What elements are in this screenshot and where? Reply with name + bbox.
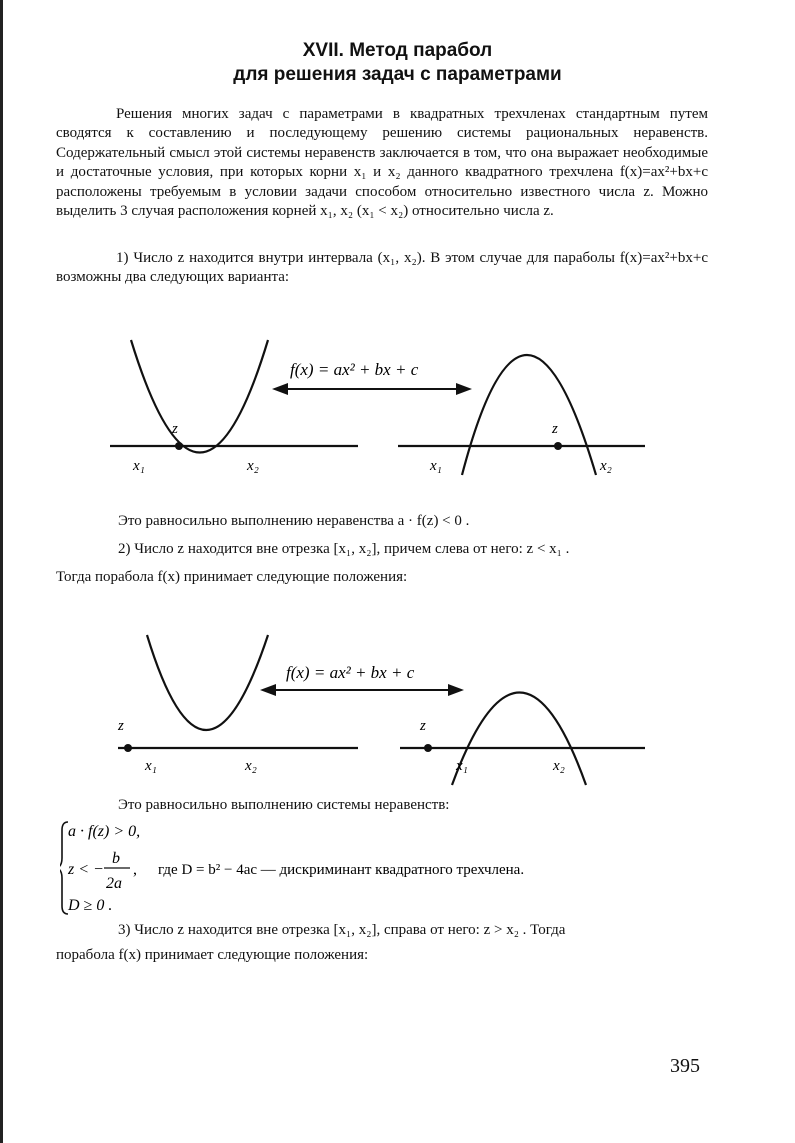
x2-label: x₂ bbox=[247, 458, 259, 474]
x1-label: x₁ bbox=[145, 758, 157, 774]
case1-text: 1) Число z находится внутри интервала (x₁, x₂). В этом случае для параболы f(x)=ax²+bx+c возможны два следующих варианта: bbox=[56, 250, 708, 286]
system-line1: a · f(z) > 0, bbox=[68, 823, 141, 840]
formula-label: f(x) = ax² + bx + c bbox=[290, 360, 419, 379]
formula-label: f(x) = ax² + bx + c bbox=[286, 663, 415, 682]
case2-conclusion: Это равносильно выполнению системы неравенств: bbox=[118, 797, 450, 813]
case2-diagram bbox=[0, 630, 795, 790]
x1-label: x₁ bbox=[133, 458, 145, 474]
system-comma: , bbox=[133, 861, 137, 878]
case3-text-line1: 3) Число z находится вне отрезка [x₁, x₂], справа от него: z > x₂ . Тогда bbox=[118, 922, 566, 938]
parabola-up bbox=[131, 340, 268, 453]
z-label: z bbox=[420, 718, 426, 734]
scan-edge bbox=[0, 0, 3, 1143]
x1-label: x₁ bbox=[430, 458, 442, 474]
fraction-denominator: 2a bbox=[106, 875, 122, 892]
fraction-numerator: b bbox=[112, 850, 120, 867]
case3-text-line2: порабола f(x) принимает следующие положения: bbox=[56, 947, 369, 963]
z-label: z bbox=[552, 421, 558, 437]
case1-diagram bbox=[0, 330, 795, 490]
intro-paragraph: Решения многих задач с параметрами в квадратных трехчленах стандартным путем сводятся к составлению и последующему решению системы рациональных неравенств. Содержательный смысл этой системы неравенств заключается в том, что она выражает необходимые и достаточные условия, при которых корни x₁ и x₂ данного квадратного трехчлена f(x)=ax²+bx+c расположены требуемым в условии задачи способом относительно известного числа z. Можно выделить 3 случая расположения корней x₁, x₂ (x₁ < x₂) относительно числа z. bbox=[56, 106, 708, 220]
z-label: z bbox=[172, 421, 178, 437]
parabola-down bbox=[462, 355, 596, 475]
system-line2: z < − bbox=[68, 861, 104, 878]
x2-label: x₂ bbox=[600, 458, 612, 474]
discriminant-note: где D = b² − 4ac — дискриминант квадратного трехчлена. bbox=[158, 862, 525, 878]
x2-label: x₂ bbox=[245, 758, 257, 774]
z-label: z bbox=[118, 718, 124, 734]
section-subtitle: для решения задач с параметрами bbox=[233, 64, 562, 85]
system-line3: D ≥ 0 . bbox=[68, 897, 113, 914]
section-title: XVII. Метод парабол bbox=[302, 40, 493, 61]
x2-label: x₂ bbox=[553, 758, 565, 774]
page-number: 395 bbox=[670, 1055, 700, 1077]
case2-text-line1: 2) Число z находится вне отрезка [x₁, x₂], причем слева от него: z < x₁ . bbox=[118, 541, 570, 557]
x1-label: x₁ bbox=[456, 758, 468, 774]
inequality-system bbox=[60, 818, 620, 918]
case2-text-line2: Тогда порабола f(x) принимает следующие положения: bbox=[56, 569, 408, 585]
case1-conclusion: Это равносильно выполнению неравенства a · f(z) < 0 . bbox=[118, 513, 470, 529]
